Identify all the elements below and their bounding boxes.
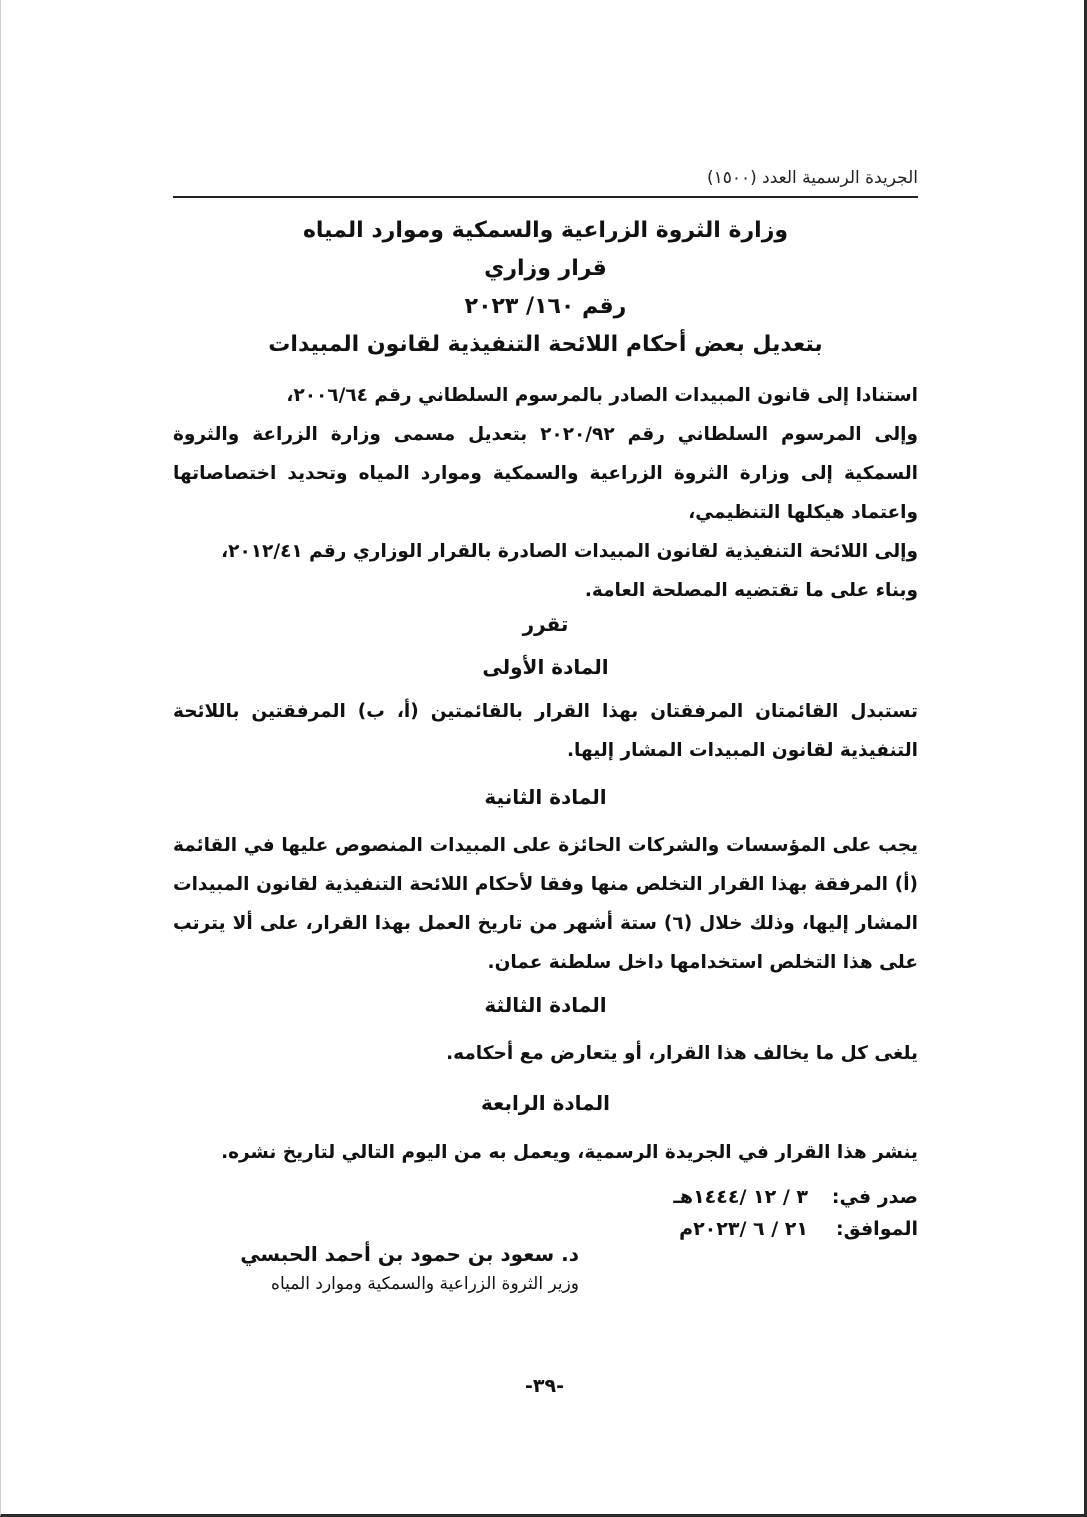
dates-block	[621, 1186, 918, 1240]
decision-subject: بتعديل بعض أحكام اللائحة التنفيذية لقانون المبيدات	[268, 332, 823, 357]
signatory-title: وزير الثروة الزراعية والسمكية وموارد المياه	[271, 1274, 579, 1294]
preamble	[173, 376, 918, 610]
preamble-line: استنادا إلى قانون المبيدات الصادر بالمرسوم السلطاني رقم ٢٠٠٦/٦٤،	[286, 385, 918, 406]
decides-heading: تقرر	[522, 612, 569, 636]
corresponding-label: الموافق:	[836, 1218, 918, 1240]
title-block	[173, 212, 918, 364]
signatory-name: د. سعود بن حمود بن أحمد الحبسي	[240, 1242, 579, 1266]
ministry-title: وزارة الثروة الزراعية والسمكية وموارد المياه	[302, 218, 789, 243]
issued-label: صدر في:	[831, 1186, 918, 1208]
preamble-line: وإلى اللائحة التنفيذية لقانون المبيدات الصادرة بالقرار الوزاري رقم ٢٠١٢/٤١،	[221, 541, 918, 562]
article-3-heading: المادة الثالثة	[484, 993, 607, 1017]
preamble-line: وإلى المرسوم السلطاني رقم ٢٠٢٠/٩٢ بتعديل مسمى وزارة الزراعة والثروة السمكية إلى وزارة الثروة الزراعية والسمكية وموارد المياه وتحديد اختصاصاتها واعتماد هيكلها التنظيمي،	[173, 424, 918, 523]
running-header: الجريدة الرسمية العدد (١٥٠٠)	[173, 168, 918, 198]
document-type: قرار وزاري	[484, 256, 607, 281]
article-4-text: ينشر هذا القرار في الجريدة الرسمية، ويعمل به من اليوم التالي لتاريخ نشره.	[221, 1142, 918, 1163]
article-3-text: يلغى كل ما يخالف هذا القرار، أو يتعارض مع أحكامه.	[446, 1043, 918, 1064]
corresponding-value: ٢١ / ٦ /٢٠٢٣م	[679, 1218, 808, 1240]
article-1-text: تستبدل القائمتان المرفقتان بهذا القرار بالقائمتين (أ، ب) المرفقتين باللائحة التنفيذية لقانون المبيدات المشار إليها.	[173, 701, 918, 761]
signatory-block	[169, 1242, 579, 1294]
article-4-heading: المادة الرابعة	[481, 1091, 610, 1115]
article-1-heading: المادة الأولى	[482, 655, 609, 679]
page-number: -٣٩-	[525, 1375, 564, 1397]
decision-number: رقم ١٦٠/ ٢٠٢٣	[464, 294, 627, 319]
article-2-text: يجب على المؤسسات والشركات الحائزة على المبيدات المنصوص عليها في القائمة (أ) المرفقة بهذا القرار التخلص منها وفقا لأحكام اللائحة التنفيذية لقانون المبيدات المشار إليها، وذلك خلال (٦) ستة أشهر من تاريخ العمل بهذا القرار، على ألا يترتب على هذا التخلص استخدامها داخل سلطنة عمان.	[173, 835, 918, 973]
issued-date-row	[621, 1186, 918, 1208]
preamble-line: وبناء على ما تقتضيه المصلحة العامة.	[584, 580, 918, 601]
article-2-heading: المادة الثانية	[484, 785, 607, 809]
issued-value: ٣ / ١٢ /١٤٤٤هـ	[673, 1186, 808, 1208]
corresponding-date-row	[621, 1218, 918, 1240]
